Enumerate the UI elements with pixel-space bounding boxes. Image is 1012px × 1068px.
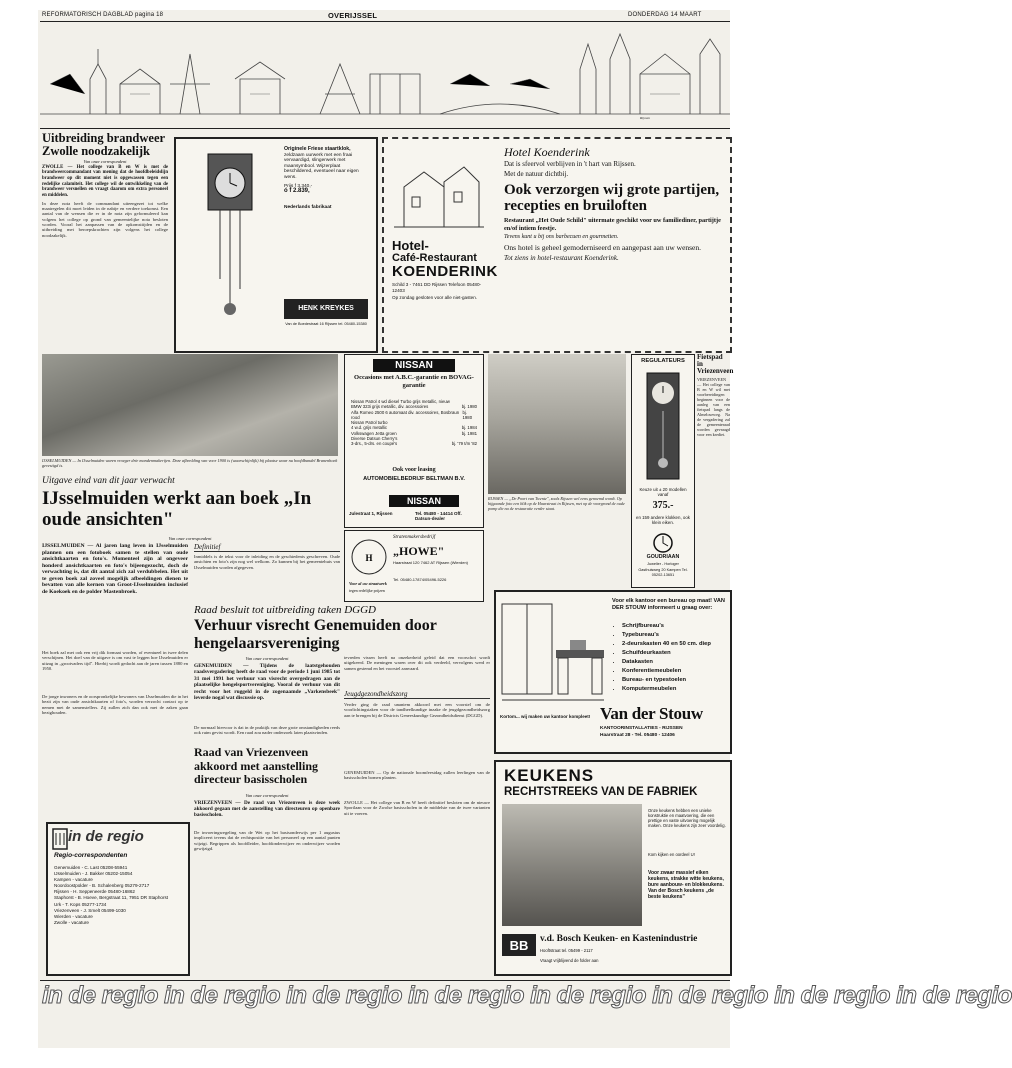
nissan-phone: Tel. 05480 - 14414 Off. Datsun-dealer xyxy=(415,511,462,521)
vanderstouw-list xyxy=(614,622,734,694)
hotel-ad-copy xyxy=(504,145,726,262)
regio-list-item: Kampen - vacature xyxy=(54,877,93,883)
article-brandweer-lead: ZWOLLE — Het college van B en W is met de brandweercommandant van mening dat de hoofdbeleidslijn brandweer op dit moment niet is opgewassen tegen een redelijke calamiteit. Het college wil de ontwikkeling van de brandweer versnellen en vraagt daarom om extra personeel en middelen. xyxy=(42,164,168,199)
howe-name: „HOWE" xyxy=(393,544,445,558)
regio-correspondenten-box xyxy=(46,822,190,976)
keukens-ad xyxy=(494,760,732,976)
keukens-address: Hooftstraat tel. 05499 - 2117 xyxy=(540,948,593,953)
article-brandweer-title: Uitbreiding brandweer Zwolle noodzakelijk xyxy=(42,131,165,158)
nissan-list xyxy=(351,399,477,447)
hotel-illustration xyxy=(394,147,484,237)
jeugd-body: Verder ging de raad unaniem akkoord met een voorstel om de voorlichtingstaken voor de tandheelkundige inzake de jeugdgezondheidszorg aan te brengen bij de Districts Geneeskundige Gezondheidsdienst (DGGD). xyxy=(344,702,490,718)
howe-slogan: Voor al uw straatwerk xyxy=(349,581,387,586)
vanderstouw-list-item: • Komputermeubelen xyxy=(622,685,734,694)
keukens-footer: Vraagt vrijblijvend de folder aan xyxy=(540,958,599,963)
page-header-date: DONDERDAG 14 MAART xyxy=(628,12,702,18)
photo-mandenmakerij xyxy=(42,354,338,456)
nissan-item: Volkswagen Jetta groen bj. 1981 xyxy=(351,430,477,436)
nissan-item: Diverse Datsun Cherry's xyxy=(351,436,398,442)
clock-ad-maker: Nederlands fabrikaat xyxy=(284,204,332,210)
hotel-name: Hotel Koenderink xyxy=(504,145,590,159)
article-vriezenveen-lead: VRIEZENVEEN — De raad van Vriezenveen is deze week akkoord gegaan met de aanstelling van directeuren op openbare basisscholen. xyxy=(194,800,340,819)
nissan-leasing: Ook voor leasing xyxy=(392,467,436,473)
clock-ad-text xyxy=(284,147,370,210)
hotel-intro: Dat is sfeervol verblijven in 't hart van Rijssen. xyxy=(504,160,636,168)
howe-slogan2: tegen redelijke prijzen xyxy=(349,588,385,593)
hotel-headline: Ook verzorgen wij grote partijen, recepties en bruiloften xyxy=(504,182,720,214)
office-furniture-illustration xyxy=(500,600,608,712)
clock-ad-sale-price: ó f 2.839, xyxy=(284,188,310,195)
vanderstouw-list-item: • 2-deurskasten 40 en 50 cm. diep xyxy=(622,640,734,649)
keukens-photo xyxy=(502,804,642,926)
vanderstouw-title: Voor elk kantoor een bureau op maat! VAN DER STOUW informeert u graag over: xyxy=(612,598,725,611)
hotel-logo-name: KOENDERINK xyxy=(392,263,498,280)
jeugd-heading: Jeugdgezondheidszorg xyxy=(344,690,490,699)
regio-list-item: Rijssen - H. Seppeneerde 05480-16862 xyxy=(54,889,135,895)
vanderstouw-list-item: • Konferentiemeubelen xyxy=(622,667,734,676)
banner-rule xyxy=(40,128,730,129)
nissan-logo-top: NISSAN xyxy=(373,359,455,372)
hotel-restaurant: Restaurant „Het Oude Schild" uitermate geschikt voor uw familiediner, partijtje en/of intiem feestje. xyxy=(504,217,721,232)
howe-phone: Tel. 05480-17874/05496-5226 xyxy=(393,577,447,582)
regio-list-item: Noordoostpolder - B. Schalenberg 05279-2717 xyxy=(54,883,150,889)
vanderstouw-list-item: • Bureau- en typestoelen xyxy=(622,676,734,685)
sketch-banner xyxy=(40,24,730,126)
keukens-promo: Voor zwaar massief eiken keukens, strakke witte keukens, bure aanbouw- en blokkeukens. Van der Bosch keukens „de beste keukens" xyxy=(648,870,724,900)
article-brandweer xyxy=(42,132,168,238)
hotel-ad xyxy=(382,137,732,353)
clock-illustration xyxy=(190,149,270,339)
regio-list-item: Staphorst - B. Hoeve, Bergstraat 11, 7951 DR Staphorst xyxy=(54,895,169,901)
hotel-logo xyxy=(392,238,498,301)
nissan-intro: Occasions met A.B.C.-garantie en BOVAG-garantie xyxy=(354,374,474,389)
vanderstouw-list-item: • Datakasten xyxy=(622,658,734,667)
svg-text:BB: BB xyxy=(509,938,529,953)
clock-ad xyxy=(174,137,378,353)
article-ijsselmuiden-lead: IJSSELMUIDEN — Al jaren lang leven in IJsselmuiden plannen om een fotoboek samen te stellen van oude ansichtkaarten en foto's. Momenteel zijn al ongeveer honderd ansichtkaarten en foto's bijeengezocht, doch de verwachting is, dat dit aantal zich zal verdubbelen. Het uit te geven boek zal zoveel mogelijk afbeeldingen dienen te bevatten van alle kernen van Groot-IJsselmuiden inclusief de Koekoek en de polder Mastenbroek. xyxy=(42,543,188,595)
vanderstouw-sub: KANTOORINSTALLATIES - RIJSSEN xyxy=(600,726,683,731)
nissan-item: Nissan Patrol 4 wd diesel Turbo grijs metallic, nieuw xyxy=(351,399,450,404)
regulateur-clock-icon xyxy=(644,371,682,483)
article-vriezenveen-correspondent: Van onze correspondent xyxy=(245,793,289,798)
regio-subtitle: Regio-correspondenten xyxy=(54,852,128,859)
keukens-title: KEUKENS xyxy=(504,766,595,785)
photo-rijssen-caption: RIJSSEN — „De Poort van Twente", zoals Rijssen wel eens genoemd wordt. Op bijgaande foto een blik op de Haarstraat in Rijssen, met op de voorgrond de oude pomp die na de restauratie verder staat. xyxy=(488,496,625,511)
article-visrecht-kicker: Raad besluit tot uitbreiding taken DGGD xyxy=(194,604,376,616)
goudriaan-extra: en 159 andere klokken, ook klein eiken. xyxy=(636,515,690,525)
article-ijsselmuiden-body1: Het boek zal met ook een vrij dik formaat worden, of eventueel in twee delen verschijnen. Het doel van de uitgave is om vast te leggen hoe IJsselmuiden er uitzag in „grootvaders tijd". Hierbij wordt gedacht aan de jaren tussen 1880 en 1950. xyxy=(42,650,188,671)
vanderstouw-list-item: • Schuifdeurkasten xyxy=(622,649,734,658)
article-ijsselmuiden-body2: De jonge inwoners en de oorspronkelijke bewoners van IJsselmuiden die in het bezit zijn van oude ansichtkaarten of foto's, worden verzocht contact op te nemen met de samenstellers. Zij zullen zich dan ook met de zaken gaan bezighouden. xyxy=(42,694,188,715)
photo-rijssen xyxy=(488,354,626,494)
hotel-building-icon xyxy=(394,147,484,237)
regio-logo-icon xyxy=(52,828,68,850)
nissan-logo-bottom: NISSAN xyxy=(389,495,459,507)
footer-rule xyxy=(40,980,730,981)
article-brandweer-correspondent: Van onze correspondent xyxy=(83,158,127,164)
section-heading: Uitgave eind van dit jaar verwacht xyxy=(42,476,175,486)
keukens-brand: v.d. Bosch Keuken- en Kastenindustrie xyxy=(540,934,698,944)
page-header-left: REFORMATORISCH DAGBLAD pagina 18 xyxy=(42,12,164,18)
hotel-line2: Met de natuur dichtbij. xyxy=(504,170,569,178)
photo-mandenmakerij-caption: IJSSELMUIDEN — In IJsselmuiden waren vroeger drie mandenmakerijen. Deze afbeelding van voor 1900 is (waarschijnlijk) bij plaatse waar nu hoofdbandel Branenhoek gevestigd is. xyxy=(42,458,338,468)
howe-title: Stratenmakersbedrijf xyxy=(393,535,436,540)
footer-banner: in de regio in de regio in de regio in de regio in de regio in de regio in de regio in de regio xyxy=(42,982,1012,1009)
nissan-ad xyxy=(344,354,484,528)
nissan-item: 3-drs., 5-drs. en coupé's bj. '79 t/m '82 xyxy=(351,441,477,447)
hotel-renovated: Ons hotel is geheel gemoderniseerd en aangepast aan uw wensen. xyxy=(504,243,702,252)
nissan-address: Julestraat 1, Rijssen xyxy=(349,511,393,516)
nissan-item: Nissan Patrol turbo xyxy=(351,420,388,426)
regio-list xyxy=(54,865,184,926)
hotel-logo-top: Hotel- xyxy=(392,238,429,253)
hotel-logo-mid: Café-Restaurant xyxy=(392,252,477,264)
article-ijsselmuiden-correspondent: Van onze correspondent xyxy=(168,536,212,541)
article-visrecht-correspondent: Van onze correspondent xyxy=(245,656,289,661)
article-vriezenveen-body: De invoeringsregeling van de Wet op het basisonderwijs per 1 augustus impliceert tevens dat de rechtspositie van het personeel op een aantal punten wijzigt. Begrippen als hoofdleider, hoofdonderwijzer en onderwijzer worden gewijzigd. xyxy=(194,830,340,851)
regio-list-item: Wierden - vacature xyxy=(54,913,93,919)
svg-text:H: H xyxy=(365,553,373,563)
page-header-section: OVERIJSSEL xyxy=(328,11,378,20)
goudriaan-title: REGULATEURS xyxy=(641,358,685,364)
hotel-hours: Op zondag gesloten voor alle niet-gasten. xyxy=(392,295,478,300)
header-rule xyxy=(40,21,730,22)
article-fietspad xyxy=(697,353,734,438)
goudriaan-brand: GOUDRIAAN xyxy=(646,554,680,560)
vanderstouw-brand: Van der Stouw xyxy=(600,704,703,723)
regio-list-item: Vriezenveen - J. Smelt 05499-1030 xyxy=(54,907,126,913)
article-visrecht-body-left2: De normaal hiervoor is dat in de praktijk van deze grote omstandigheden reeds ook ruim gevist wordt. Een raad zou nader onderzoek laten plaatsvinden. xyxy=(194,725,340,736)
article-brandweer-body: In deze nota heeft de commandant uiteengezet tot welke maatregelen dit moet leiden in de nabije en verdere toekomst. Een aantal van de wensen die er in de nota zijn geformuleerd kan volgens het college op grond van gemeentelijke nota besloten worden. Vooral het aanpassen van de opkomsttijden en de uitbreiding met beroepskrachten zijn volgens het college noodzakelijk. xyxy=(42,200,168,238)
bosch-logo-icon xyxy=(502,934,536,956)
goudriaan-ad xyxy=(631,354,695,588)
keukens-text2: Kom kijken en oordeel U! xyxy=(648,852,695,857)
article-visrecht-body-left: GENEMUIDEN — Tijdens de laatstgehouden raadsvergadering heeft de raad voor de periode 1 juni 1985 tot 31 mei 1991 het verhuur van visrecht overgedragen aan de plaatselijke hengelsportvereniging. Vooral de verhuur van dit recht voor het ruggeld in de zogenaamde „Varkensbeek" leverde nogal wat discussie op. xyxy=(194,663,340,702)
keukens-text: Onze keukens hebben een unieke konstruktie en maatvoering, die een prettige en vaste uitvoering mogelijk maken. Onze keukens zijn zeer voordelig. xyxy=(648,808,726,828)
vanderstouw-caption: Kortom... wij maken uw kantoor kompleet! xyxy=(500,714,591,719)
nissan-item: 4 w.d. grijs metallic bj. 1984 xyxy=(351,425,477,431)
clock-ad-title: Originele Friese staartklok, xyxy=(284,146,351,152)
howe-address: Haarstraat 120 7462 AT Rijssen (Wierden) xyxy=(393,560,468,565)
vanderstouw-list-item: • Typebureau's xyxy=(622,631,734,640)
article-boomfeestdag: GENEMUIDEN — Op de nationale boomfeestdag zullen leerlingen van de basisscholen bomen planten. xyxy=(344,770,490,781)
sketch-caption: Rijssen xyxy=(640,116,651,120)
definitief-body: Inmiddels is de tekst voor de inleiding en de geschiedenis geschreven. Oude ansichten en foto's zijn nog wel welkom. Zo kunnen bij het gemeentehuis van IJsselmuiden worden afgegeven. xyxy=(194,554,340,570)
clock-icon xyxy=(190,149,270,339)
goudriaan-shop: Juwelier - Horloger xyxy=(647,562,679,566)
regio-list-item: Zwolle - vacature xyxy=(54,919,89,925)
town-sketch xyxy=(40,24,730,126)
definitief-heading: Definitief xyxy=(194,543,340,552)
nissan-item: Alfa Romeo 2500 6 automaat div. accessoires, Bosbraun rood bj. 1980 xyxy=(351,409,473,420)
hotel-address: Schild 3 - 7461 DD Rijssen Telefoon 05480-12403 xyxy=(392,282,482,293)
clock-ad-address: Van de Boedestraat 16 Rijssen tel. 05480-15380 xyxy=(285,322,367,326)
hotel-note: Tevens kunt u bij ons barbecuen en gourmetten. xyxy=(504,234,619,240)
vanderstouw-ad xyxy=(494,590,732,754)
article-fietspad-body: VRIEZENVEEN — Het college van B en W wil met voorbereidingen beginnen voor de aanleg van een fietspad langs de Almeloseweg. Na de vergadering zal de gemeenteraad worden gevraagd voor een krediet. xyxy=(697,377,730,438)
clock-ad-shop: HENK KREYKES xyxy=(284,299,368,319)
keukens-headline: RECHTSTREEKS VAN DE FABRIEK xyxy=(504,786,698,798)
article-visrecht-body-right: tevreden vissen heeft na onzekerheid geleid dat een voorschot wordt uitgekeerd. De meningen waren over dit ook verdeeld, vervolgens werd er samen gestemd en het voorstel aanvaard. xyxy=(344,655,490,671)
article-fietspad-title: Fietspad in Vriezenveen xyxy=(697,353,734,376)
regio-logo: in de regio xyxy=(68,828,144,845)
nissan-item: BMW 323i grijs metallic, div. accessoires bj. 1980 xyxy=(351,404,477,410)
regio-list-item: IJsselmuiden - J. Bakker 05202-15054 xyxy=(54,871,133,877)
goudriaan-logo-icon xyxy=(653,533,673,553)
article-ijsselmuiden-title: IJsselmuiden werkt aan boek „In oude ansichten" xyxy=(42,488,312,530)
regio-list-item: Urk - T. Kops 05277-1734 xyxy=(54,901,107,907)
vanderstouw-list-item: • Schrijfbureau's xyxy=(622,622,734,631)
clock-ad-price: Prijs f 3.340,- xyxy=(284,183,313,189)
vanderstouw-address: Haarstraat 28 - Tel. 05480 - 12406 xyxy=(600,733,675,738)
howe-logo-icon xyxy=(349,537,389,577)
goudriaan-address: Gasthuisweg 20 Kampen Tel. 05202-13651 xyxy=(638,568,688,577)
article-zwolle-sportlaan: ZWOLLE — Het college van B en W heeft definitief besloten om de nieuwe Sportlaan voor de Zwolse basisscholen in de middelste van de twee varianten uit te voeren. xyxy=(344,800,490,816)
clock-ad-description: zeldzaam uurwerk met een fraai vervaardigd, slingerwerk met maansymbool. Wijzerplaat beschildered, eventueel naar eigen wens. xyxy=(284,152,359,180)
hotel-closing: Tot ziens in hotel-restaurant Koenderink. xyxy=(504,254,619,262)
goudriaan-price: 375.- xyxy=(652,500,674,511)
goudriaan-text: Keuze uit ± 20 modellen vanaf xyxy=(639,487,687,497)
article-vriezenveen-title: Raad van Vriezenveen akkoord met aanstelling directeur basisscholen xyxy=(194,745,319,786)
article-visrecht-title: Verhuur visrecht Genemuiden door hengelaarsvereniging xyxy=(194,617,437,652)
article-definitief xyxy=(194,543,340,570)
newspaper-page xyxy=(38,10,1012,1048)
howe-ad xyxy=(344,530,484,602)
regio-list-item: Genemuiden - C. Last 05208-55941 xyxy=(54,865,128,870)
nissan-company: AUTOMOBIELBEDRIJF BELTMAN B.V. xyxy=(363,476,465,482)
